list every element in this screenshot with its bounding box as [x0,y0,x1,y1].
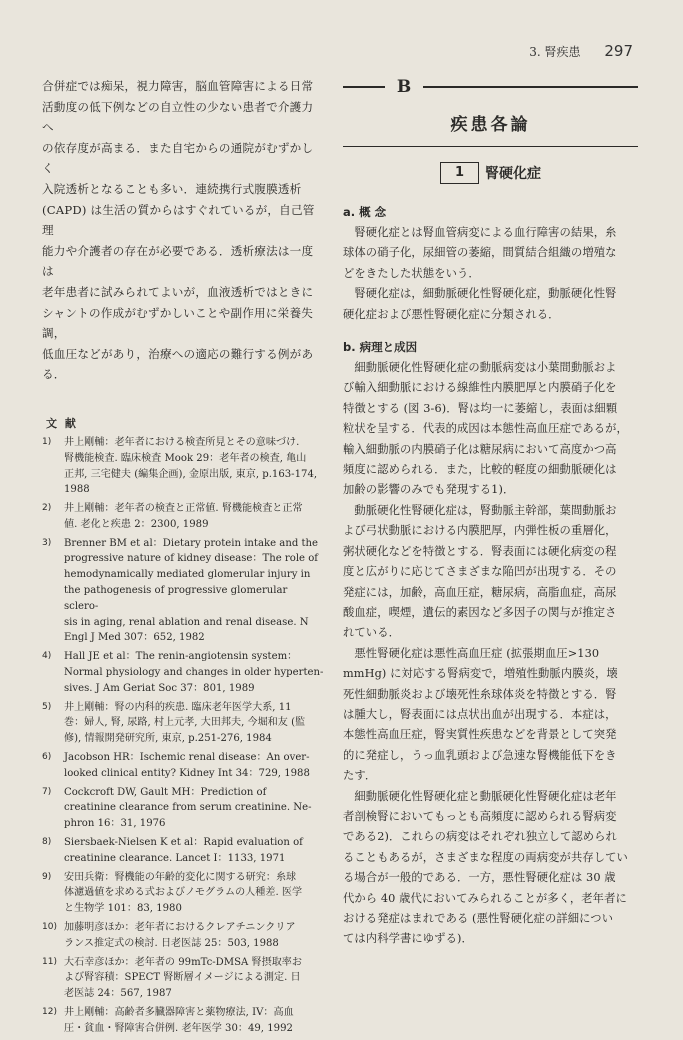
reference-item [42,750,324,782]
reference-text: 井上剛輔：腎の内科的疾患. 臨床老年医学大系, 11 巻：婦人, 腎, 尿路, 村上元孝, 大田邦夫, 今堀和友 (監 修), 情報開発研究所, 東京, p.251-276, 1984 [64,701,306,745]
paragraph: 腎硬化症とは腎血管病変による血行障害の結果，糸 球体の硝子化，尿細管の萎縮，間質結合組織の増殖な どをきたした状態をいう． [343,226,617,280]
reference-text: Jacobson HR：Ischemic renal disease：An over- looked clinical entity? Kidney Int 34：729, 1988 [64,752,310,779]
reference-item [42,649,324,696]
reference-number: 7) [42,786,52,797]
section-letter: B [385,76,423,98]
reference-number: 8) [42,837,52,848]
reference-item [42,501,324,533]
reference-number: 10) [42,922,57,933]
reference-text: 井上剛輔：老年者における検査所見とその意味づけ. 腎機能検査. 臨床検査 Mook 29：老年者の検査, 亀山 正邦, 三宅健夫 (編集企画), 金原出版, 東京, p.163-174, 1988 [64,436,318,496]
reference-text: Cockcroft DW, Gault MH：Prediction of creatinine clearance from serum creatinine. Ne- phron 16：31, 1976 [64,786,312,830]
reference-text: 井上剛輔：老年者の検査と正常値. 腎機能検査と正常 値. 老化と疾患 2：2300, 1989 [64,503,303,530]
reference-item [42,920,324,952]
reference-text: 井上剛輔：高齢者多臓器障害と薬物療法, IV：高血 圧・貧血・腎障害合併例. 老年医学 30：49, 1992 [64,1007,294,1034]
reference-number: 12) [42,1007,57,1017]
reference-item [42,435,324,498]
reference-item [42,536,324,647]
subsection-heading [343,162,638,184]
reference-number: 4) [42,651,52,662]
section-title: 疾患各論 [450,115,531,135]
reference-text: Hall JE et al：The renin-angiotensin system： Normal physiology and changes in older hyperten- sives. J Am Geriat Soc 37：801, 1989 [64,651,324,694]
subsection-number: 1 [440,162,479,184]
paragraph: 細動脈硬化性腎硬化症と動脈硬化性腎硬化症は老年 者剖検腎においてもっとも高頻度に認められる腎病変 である2)．これらの病変はそれぞれ独立して認められ ることもあるが，さまざまな程度の両病変が共存してい る場合が一般的である．一方，悪性腎硬化症は 30 歳 代から 40 歳代においてみられることが多く，老年者に おける発症はまれである (悪性腎硬化症の詳細につい ては内科学書にゆずる)． [343,789,628,946]
paragraph: 細動脈硬化性腎硬化症の動脈病変は小葉間動脈およ び輸入細動脈における線維性内膜肥厚と内膜硝子化を 特徴とする (図 3-6)．腎は均一に萎縮し，表面は細顆 粒状を呈する．代表的成因は本態性高血圧症であるが， 輸入細動脈の内膜硝子化は糖尿病において高度かつ高 頻度に認められる．また，比較的軽度の細動脈硬化は 加齢の影響のみでも発現する1)． [343,361,628,497]
page-number: 297 [604,42,633,60]
reference-item [42,955,324,1002]
chapter-label: 3. 腎疾患 [529,45,581,59]
reference-number: 9) [42,871,52,882]
references-list [42,435,324,1037]
reference-text: Siersbaek-Nielsen K et al：Rapid evaluation of creatinine clearance. Lancet I：1133, 1971 [64,837,303,864]
section-bar [343,76,638,98]
reference-item [42,835,324,867]
reference-item [42,700,324,747]
reference-number: 6) [42,752,52,763]
references-heading: 文 献 [46,416,78,430]
subsection-title: 腎硬化症 [485,166,542,182]
right-column [343,76,638,950]
section-rule [343,146,638,147]
paragraph: 悪性腎硬化症は悪性高血圧症 (拡張期血圧>130 mmHg) に対応する腎病変で，増殖性動脈内膜炎，壊 死性細動脈炎および壊死性糸球体炎を特徴とする．腎 は腫大し，腎表面には点状出血が出現する．本症は， 本態性高血圧症，腎実質性疾患などを背景として突発 的に発症し，うっ血乳頭および急速な腎機能低下をき たす． [343,646,618,783]
reference-text: 加藤明彦ほか：老年者におけるクレアチニンクリア ランス推定式の検討. 日老医誌 25：503, 1988 [64,922,296,949]
paragraph: 腎硬化症は，細動脈硬化性腎硬化症，動脈硬化性腎 硬化症および悪性腎硬化症に分類される． [343,287,617,321]
paragraph: 動脈硬化性腎硬化症は，腎動脈主幹部，葉間動脈お よび弓状動脈における内膜肥厚，内弾性板の重層化， 粥状硬化などを特徴とする．腎表面には硬化病変の程 度と広がりに応じてさまざまな陥凹が出現する．その 発症には，加齢，高血圧症，糖尿病，高脂血症，高尿 酸血症，喫煙，遺伝的素因など多因子の関与が推定さ れている． [343,503,617,640]
reference-item [42,870,324,917]
running-header [529,42,633,60]
heading-pathology: b. 病理と成因 [343,340,418,355]
reference-text: Brenner BM et al：Dietary protein intake and the progressive nature of kidney disease：The role of hemodynamically mediated glomerular injury in the pathogenesis of progressive glomerular sclero- sis in aging, renal ablation and renal disease. N Engl J Med 307：652, 1982 [64,537,319,644]
reference-number: 3) [42,537,52,548]
reference-number: 5) [42,701,52,712]
reference-item [42,1005,324,1037]
reference-text: 安田兵衛：腎機能の年齢的変化に関する研究：糸球 体濾過値を求める式およびノモグラムの人種差. 医学 と生物学 101：83, 1980 [64,871,303,915]
left-column [42,76,324,1040]
continuation-paragraph: 合併症では痴呆，視力障害，脳血管障害による日常 活動度の低下例などの自立性の少ない患者で介護力へ の依存度が高まる．また自宅からの通院がむずかしく 入院透析となることも多い．連続携行式腹膜透析 (CAPD) は生活の質からはすぐれているが，自己管理 能力や介護者の存在が必要である．透析療法は一度は 老年患者に試みられてよいが，血液透析ではときに シャントの作成がむずかしいことや副作用に栄養失調， 低血圧などがあり，治療への適応の難行する例がある． [42,79,315,382]
reference-number: 1) [42,436,52,447]
heading-concept: a. 概 念 [343,205,387,219]
reference-number: 11) [42,956,57,967]
reference-item [42,785,324,832]
reference-text: 大石幸彦ほか：老年者の 99mTc-DMSA 腎摂取率お よび腎容積：SPECT 腎断層イメージによる測定. 日 老医誌 24：567, 1987 [64,956,302,1000]
reference-number: 2) [42,503,52,514]
